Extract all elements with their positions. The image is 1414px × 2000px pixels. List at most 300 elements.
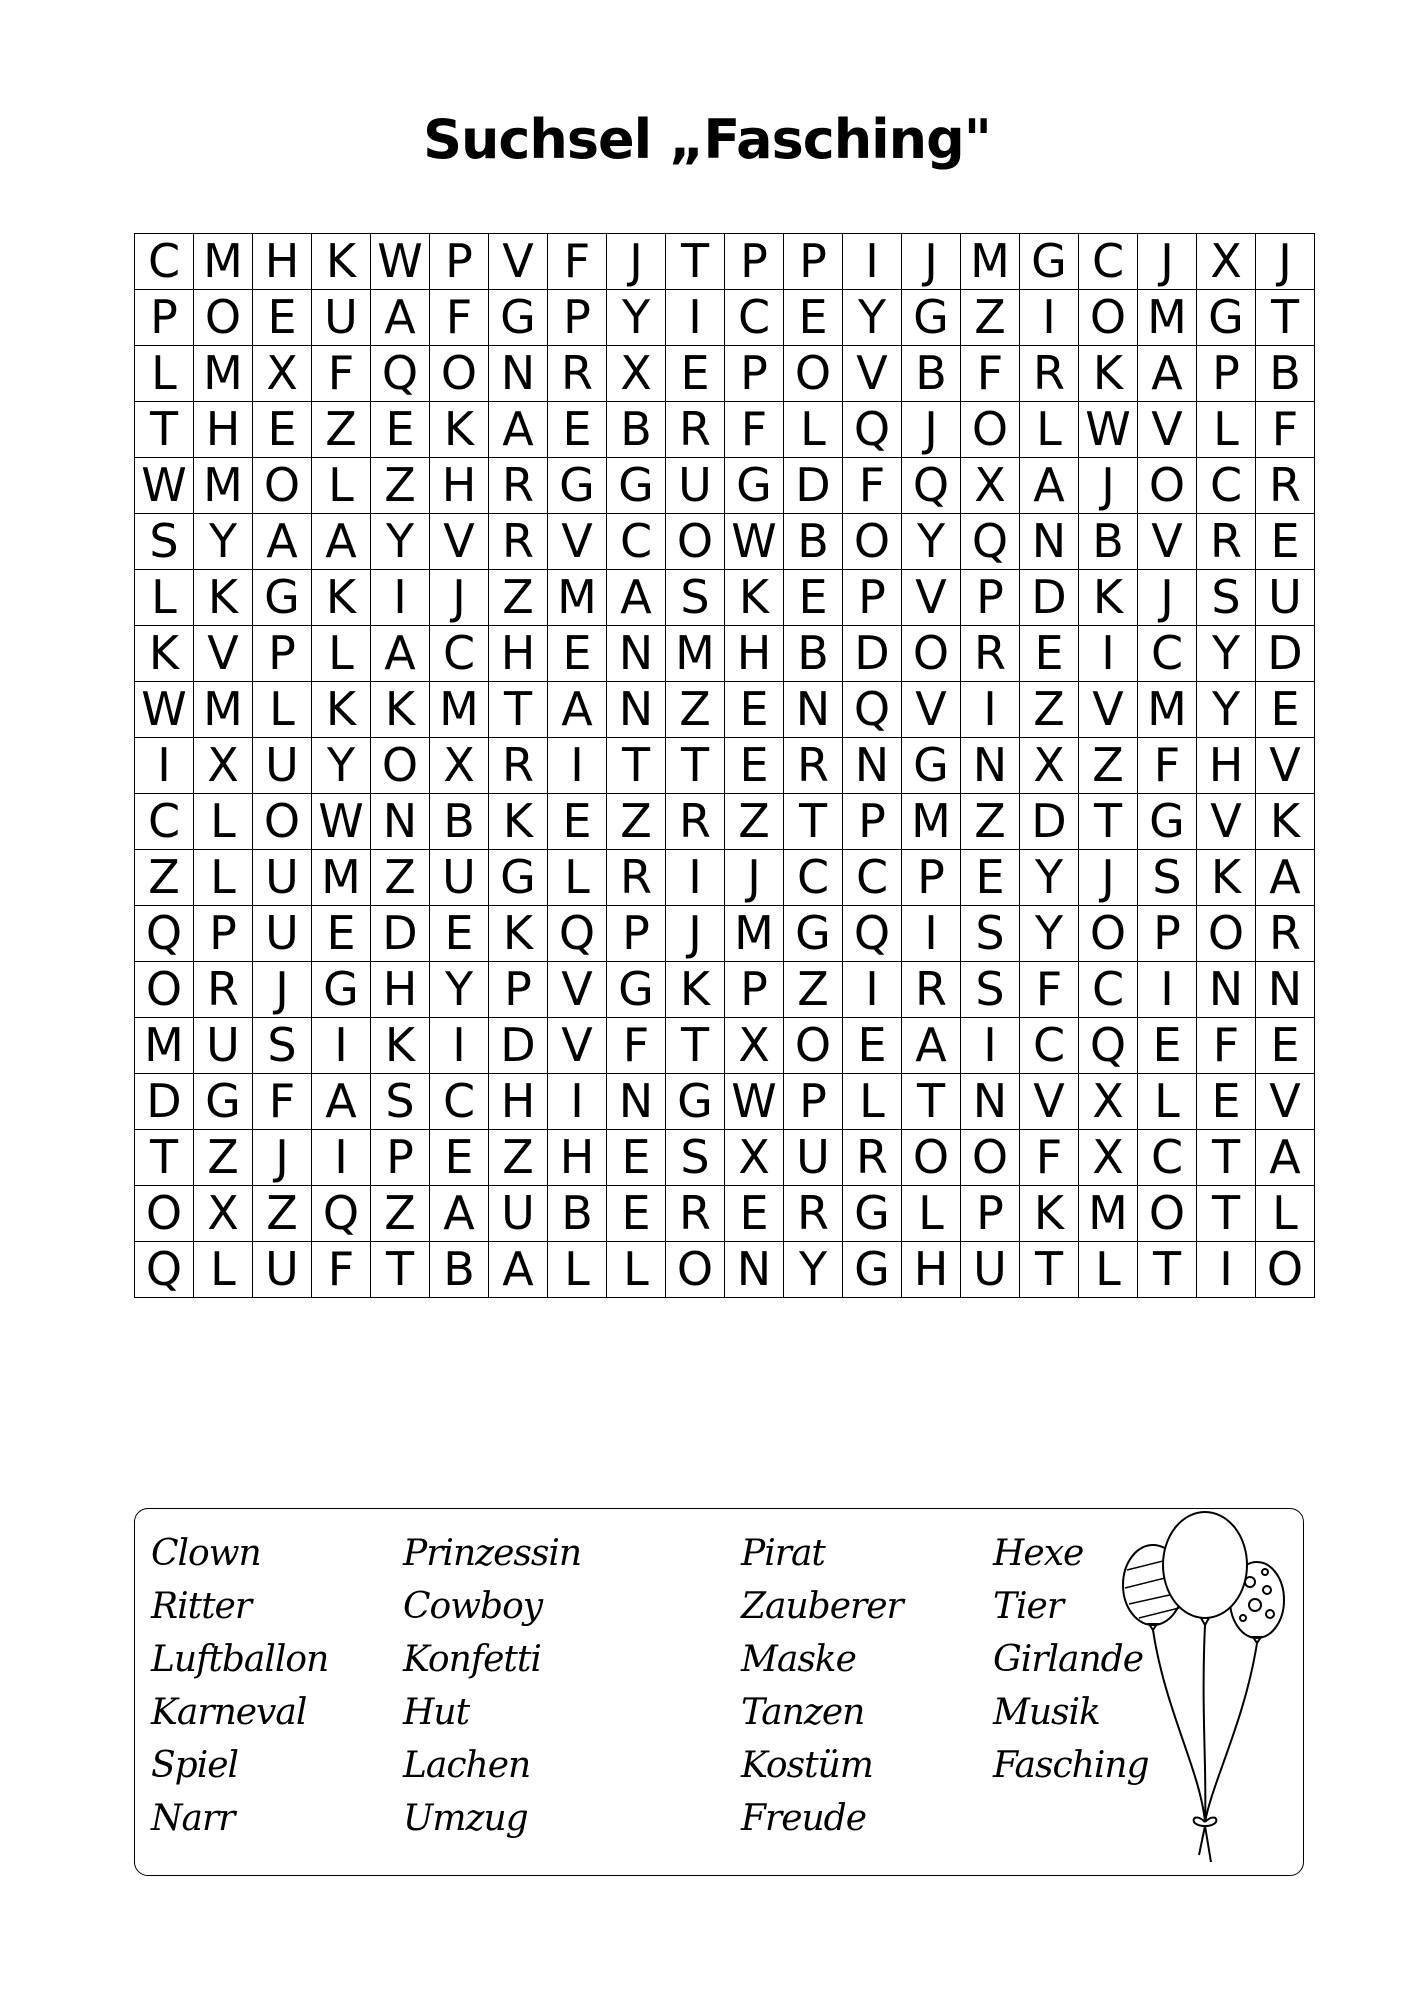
grid-cell: G	[1020, 234, 1079, 290]
grid-cell: L	[1079, 1242, 1138, 1298]
grid-cell: F	[725, 402, 784, 458]
grid-cell: E	[725, 682, 784, 738]
grid-cell: D	[1256, 626, 1315, 682]
grid-cell: I	[1138, 962, 1197, 1018]
grid-cell: Z	[489, 1130, 548, 1186]
grid-cell: G	[725, 458, 784, 514]
grid-row	[135, 682, 1315, 738]
grid-cell: F	[1138, 738, 1197, 794]
grid-cell: R	[489, 458, 548, 514]
grid-cell: N	[607, 682, 666, 738]
grid-cell: H	[371, 962, 430, 1018]
grid-cell: E	[548, 626, 607, 682]
grid-cell: A	[312, 514, 371, 570]
grid-cell: H	[1197, 738, 1256, 794]
grid-row	[135, 1186, 1315, 1242]
word-list-item: Kostüm	[741, 1745, 873, 1786]
grid-row	[135, 402, 1315, 458]
grid-cell: Z	[961, 794, 1020, 850]
grid-cell: E	[430, 906, 489, 962]
grid-cell: M	[1079, 1186, 1138, 1242]
grid-cell: M	[194, 346, 253, 402]
grid-cell: Z	[1079, 738, 1138, 794]
grid-cell: C	[135, 234, 194, 290]
grid-cell: A	[371, 290, 430, 346]
grid-cell: V	[843, 346, 902, 402]
grid-cell: L	[902, 1186, 961, 1242]
grid-cell: Z	[371, 1186, 430, 1242]
grid-cell: P	[548, 290, 607, 346]
grid-cell: J	[902, 234, 961, 290]
grid-cell: R	[607, 850, 666, 906]
grid-cell: P	[1138, 906, 1197, 962]
grid-cell: L	[253, 682, 312, 738]
grid-cell: B	[430, 794, 489, 850]
grid-cell: I	[1079, 626, 1138, 682]
grid-cell: P	[607, 906, 666, 962]
grid-cell: G	[489, 290, 548, 346]
grid-cell: H	[548, 1130, 607, 1186]
word-column-3	[741, 1527, 903, 1845]
grid-cell: X	[194, 1186, 253, 1242]
grid-cell: K	[430, 402, 489, 458]
grid-cell: K	[725, 570, 784, 626]
grid-cell: O	[784, 1018, 843, 1074]
grid-cell: R	[666, 1186, 725, 1242]
grid-cell: A	[489, 402, 548, 458]
grid-cell: R	[489, 514, 548, 570]
grid-cell: M	[135, 1018, 194, 1074]
grid-cell: N	[1256, 962, 1315, 1018]
grid-cell: M	[666, 626, 725, 682]
grid-cell: P	[902, 850, 961, 906]
grid-cell: E	[1020, 626, 1079, 682]
grid-cell: T	[489, 682, 548, 738]
grid-cell: O	[1256, 1242, 1315, 1298]
grid-cell: Y	[194, 514, 253, 570]
grid-cell: E	[666, 346, 725, 402]
grid-cell: R	[489, 738, 548, 794]
grid-cell: M	[194, 682, 253, 738]
grid-cell: A	[430, 1186, 489, 1242]
grid-cell: W	[312, 794, 371, 850]
grid-cell: X	[961, 458, 1020, 514]
grid-cell: K	[135, 626, 194, 682]
grid-cell: E	[725, 738, 784, 794]
grid-row	[135, 290, 1315, 346]
grid-cell: T	[1197, 1130, 1256, 1186]
grid-cell: E	[607, 1186, 666, 1242]
grid-cell: O	[1079, 290, 1138, 346]
grid-cell: V	[1138, 402, 1197, 458]
grid-cell: A	[902, 1018, 961, 1074]
grid-cell: A	[489, 1242, 548, 1298]
grid-cell: P	[430, 234, 489, 290]
grid-cell: G	[843, 1186, 902, 1242]
grid-cell: Q	[312, 1186, 371, 1242]
grid-cell: H	[489, 626, 548, 682]
grid-cell: T	[1256, 290, 1315, 346]
grid-cell: D	[784, 458, 843, 514]
grid-cell: J	[1256, 234, 1315, 290]
grid-row	[135, 626, 1315, 682]
grid-cell: G	[902, 290, 961, 346]
grid-cell: I	[902, 906, 961, 962]
grid-cell: J	[666, 906, 725, 962]
word-list-item: Karneval	[151, 1692, 307, 1733]
word-list-item: Ritter	[151, 1586, 252, 1627]
grid-cell: K	[312, 234, 371, 290]
grid-cell: V	[548, 1018, 607, 1074]
grid-cell: Y	[784, 1242, 843, 1298]
grid-cell: V	[1256, 1074, 1315, 1130]
grid-row	[135, 794, 1315, 850]
grid-cell: J	[902, 402, 961, 458]
grid-cell: W	[725, 514, 784, 570]
grid-cell: Z	[489, 570, 548, 626]
grid-cell: B	[784, 514, 843, 570]
grid-cell: P	[843, 570, 902, 626]
grid-cell: O	[902, 1130, 961, 1186]
grid-cell: J	[725, 850, 784, 906]
grid-cell: N	[607, 626, 666, 682]
grid-cell: S	[961, 962, 1020, 1018]
grid-cell: E	[1256, 514, 1315, 570]
word-list-item: Luftballon	[151, 1639, 329, 1680]
grid-cell: L	[194, 850, 253, 906]
grid-cell: P	[135, 290, 194, 346]
grid-cell: Z	[666, 682, 725, 738]
word-list-item: Maske	[741, 1639, 856, 1680]
grid-cell: H	[430, 458, 489, 514]
grid-cell: I	[135, 738, 194, 794]
balloons-icon	[1105, 1510, 1305, 1870]
grid-cell: R	[1197, 514, 1256, 570]
grid-cell: O	[1138, 1186, 1197, 1242]
grid-cell: P	[843, 794, 902, 850]
grid-cell: L	[135, 570, 194, 626]
word-list-item: Umzug	[403, 1798, 528, 1839]
grid-cell: R	[666, 794, 725, 850]
grid-cell: X	[194, 738, 253, 794]
grid-cell: L	[312, 458, 371, 514]
grid-cell: X	[1020, 738, 1079, 794]
grid-cell: F	[1020, 1130, 1079, 1186]
grid-cell: A	[607, 570, 666, 626]
grid-row	[135, 1130, 1315, 1186]
grid-cell: K	[1020, 1186, 1079, 1242]
grid-cell: I	[548, 1074, 607, 1130]
grid-cell: M	[902, 794, 961, 850]
grid-cell: R	[784, 1186, 843, 1242]
grid-cell: U	[430, 850, 489, 906]
grid-cell: H	[725, 626, 784, 682]
grid-cell: G	[784, 906, 843, 962]
grid-row	[135, 1018, 1315, 1074]
word-list-item: Musik	[993, 1692, 1100, 1733]
grid-cell: I	[961, 1018, 1020, 1074]
grid-cell: Q	[843, 682, 902, 738]
grid-cell: V	[1020, 1074, 1079, 1130]
grid-cell: R	[843, 1130, 902, 1186]
grid-cell: Q	[843, 906, 902, 962]
grid-cell: Z	[194, 1130, 253, 1186]
grid-cell: H	[489, 1074, 548, 1130]
grid-cell: G	[843, 1242, 902, 1298]
grid-cell: F	[312, 1242, 371, 1298]
grid-cell: J	[253, 1130, 312, 1186]
word-list-item: Cowboy	[403, 1586, 543, 1627]
grid-cell: U	[194, 1018, 253, 1074]
grid-cell: C	[430, 1074, 489, 1130]
grid-cell: S	[961, 906, 1020, 962]
grid-cell: O	[902, 626, 961, 682]
grid-cell: F	[1020, 962, 1079, 1018]
grid-cell: X	[1079, 1074, 1138, 1130]
grid-cell: Q	[135, 906, 194, 962]
grid-cell: Q	[371, 346, 430, 402]
grid-cell: S	[253, 1018, 312, 1074]
grid-cell: U	[253, 850, 312, 906]
word-list-item: Girlande	[993, 1639, 1143, 1680]
grid-cell: R	[1256, 458, 1315, 514]
grid-cell: V	[1197, 794, 1256, 850]
grid-cell: F	[607, 1018, 666, 1074]
grid-cell: O	[784, 346, 843, 402]
grid-cell: K	[371, 1018, 430, 1074]
grid-cell: L	[548, 850, 607, 906]
word-list-item: Tanzen	[741, 1692, 865, 1733]
grid-cell: N	[371, 794, 430, 850]
grid-cell: A	[371, 626, 430, 682]
grid-cell: C	[135, 794, 194, 850]
word-list-item: Lachen	[403, 1745, 531, 1786]
grid-cell: Y	[1197, 626, 1256, 682]
grid-cell: D	[371, 906, 430, 962]
grid-cell: Q	[961, 514, 1020, 570]
grid-cell: M	[194, 458, 253, 514]
grid-cell: G	[194, 1074, 253, 1130]
grid-cell: I	[312, 1130, 371, 1186]
grid-cell: F	[253, 1074, 312, 1130]
grid-cell: A	[312, 1074, 371, 1130]
grid-cell: P	[1197, 346, 1256, 402]
grid-cell: O	[666, 1242, 725, 1298]
grid-cell: F	[1197, 1018, 1256, 1074]
grid-cell: M	[194, 234, 253, 290]
word-list-item: Narr	[151, 1798, 235, 1839]
grid-cell: B	[1079, 514, 1138, 570]
word-column-2	[403, 1527, 581, 1845]
grid-cell: O	[1197, 906, 1256, 962]
grid-cell: J	[607, 234, 666, 290]
grid-cell: H	[253, 234, 312, 290]
grid-row	[135, 906, 1315, 962]
grid-cell: T	[371, 1242, 430, 1298]
grid-cell: B	[548, 1186, 607, 1242]
grid-cell: N	[961, 738, 1020, 794]
grid-cell: L	[1256, 1186, 1315, 1242]
grid-cell: Q	[1079, 1018, 1138, 1074]
grid-cell: F	[1256, 402, 1315, 458]
grid-cell: O	[253, 458, 312, 514]
grid-cell: L	[1197, 402, 1256, 458]
grid-cell: T	[1020, 1242, 1079, 1298]
grid-cell: A	[1256, 1130, 1315, 1186]
grid-cell: E	[312, 906, 371, 962]
grid-cell: V	[548, 514, 607, 570]
grid-cell: Y	[1020, 906, 1079, 962]
grid-cell: Z	[961, 290, 1020, 346]
grid-cell: U	[666, 458, 725, 514]
grid-cell: P	[489, 962, 548, 1018]
grid-cell: O	[194, 290, 253, 346]
grid-cell: S	[666, 570, 725, 626]
grid-cell: E	[253, 290, 312, 346]
grid-cell: V	[194, 626, 253, 682]
grid-row	[135, 570, 1315, 626]
grid-cell: Y	[607, 290, 666, 346]
grid-row	[135, 1074, 1315, 1130]
grid-cell: E	[1138, 1018, 1197, 1074]
grid-cell: R	[666, 402, 725, 458]
grid-cell: D	[489, 1018, 548, 1074]
grid-cell: D	[1020, 794, 1079, 850]
grid-cell: J	[1079, 850, 1138, 906]
word-list-item: Hexe	[993, 1533, 1084, 1574]
grid-cell: M	[548, 570, 607, 626]
grid-cell: Y	[1020, 850, 1079, 906]
grid-cell: V	[902, 682, 961, 738]
grid-cell: J	[430, 570, 489, 626]
grid-cell: H	[902, 1242, 961, 1298]
grid-cell: P	[784, 234, 843, 290]
grid-cell: M	[1138, 682, 1197, 738]
grid-cell: I	[961, 682, 1020, 738]
grid-cell: A	[548, 682, 607, 738]
grid-cell: I	[666, 290, 725, 346]
grid-cell: P	[961, 1186, 1020, 1242]
grid-cell: Q	[135, 1242, 194, 1298]
grid-cell: A	[1256, 850, 1315, 906]
grid-cell: P	[961, 570, 1020, 626]
grid-cell: E	[961, 850, 1020, 906]
grid-cell: A	[253, 514, 312, 570]
grid-cell: S	[135, 514, 194, 570]
grid-cell: F	[312, 346, 371, 402]
word-list-item: Konfetti	[403, 1639, 541, 1680]
grid-cell: I	[430, 1018, 489, 1074]
grid-cell: Z	[135, 850, 194, 906]
grid-cell: O	[253, 794, 312, 850]
grid-cell: W	[135, 682, 194, 738]
grid-cell: E	[843, 1018, 902, 1074]
grid-cell: T	[784, 794, 843, 850]
grid-cell: E	[784, 570, 843, 626]
grid-cell: G	[1197, 290, 1256, 346]
grid-cell: D	[843, 626, 902, 682]
word-list-item: Hut	[403, 1692, 470, 1733]
grid-cell: V	[902, 570, 961, 626]
grid-cell: R	[194, 962, 253, 1018]
grid-cell: E	[430, 1130, 489, 1186]
grid-cell: T	[1079, 794, 1138, 850]
grid-cell: Z	[312, 402, 371, 458]
grid-cell: C	[607, 514, 666, 570]
grid-cell: Y	[902, 514, 961, 570]
grid-cell: L	[135, 346, 194, 402]
grid-cell: X	[253, 346, 312, 402]
grid-cell: O	[961, 402, 1020, 458]
grid-cell: E	[548, 794, 607, 850]
grid-cell: U	[253, 1242, 312, 1298]
grid-cell: V	[1138, 514, 1197, 570]
grid-cell: K	[312, 682, 371, 738]
grid-cell: B	[784, 626, 843, 682]
grid-cell: W	[135, 458, 194, 514]
grid-cell: N	[843, 738, 902, 794]
grid-row	[135, 850, 1315, 906]
grid-cell: Y	[1197, 682, 1256, 738]
grid-cell: Y	[371, 514, 430, 570]
grid-row	[135, 234, 1315, 290]
grid-cell: Y	[843, 290, 902, 346]
word-list-item: Spiel	[151, 1745, 239, 1786]
word-list-item: Freude	[741, 1798, 867, 1839]
word-list-item: Clown	[151, 1533, 261, 1574]
grid-cell: E	[253, 402, 312, 458]
grid-cell: J	[253, 962, 312, 1018]
grid-cell: M	[961, 234, 1020, 290]
grid-cell: U	[312, 290, 371, 346]
grid-cell: P	[725, 346, 784, 402]
grid-row	[135, 962, 1315, 1018]
grid-cell: Z	[371, 850, 430, 906]
grid-cell: K	[312, 570, 371, 626]
grid-cell: E	[1256, 682, 1315, 738]
grid-cell: K	[489, 794, 548, 850]
grid-cell: O	[135, 962, 194, 1018]
grid-cell: K	[1256, 794, 1315, 850]
grid-cell: T	[902, 1074, 961, 1130]
grid-cell: Z	[784, 962, 843, 1018]
grid-cell: L	[843, 1074, 902, 1130]
grid-row	[135, 458, 1315, 514]
grid-cell: J	[1138, 234, 1197, 290]
grid-row	[135, 346, 1315, 402]
grid-cell: I	[1197, 1242, 1256, 1298]
grid-cell: V	[489, 234, 548, 290]
grid-cell: K	[1079, 346, 1138, 402]
grid-cell: Y	[312, 738, 371, 794]
grid-cell: E	[607, 1130, 666, 1186]
grid-cell: T	[1197, 1186, 1256, 1242]
grid-cell: W	[371, 234, 430, 290]
grid-cell: T	[135, 402, 194, 458]
grid-cell: V	[548, 962, 607, 1018]
grid-cell: C	[1079, 962, 1138, 1018]
grid-cell: C	[1020, 1018, 1079, 1074]
grid-cell: G	[666, 1074, 725, 1130]
grid-cell: J	[1138, 570, 1197, 626]
word-column-1	[151, 1527, 328, 1845]
grid-cell: M	[1138, 290, 1197, 346]
grid-cell: M	[725, 906, 784, 962]
grid-cell: F	[961, 346, 1020, 402]
grid-cell: N	[784, 682, 843, 738]
grid-cell: B	[902, 346, 961, 402]
grid-cell: G	[902, 738, 961, 794]
